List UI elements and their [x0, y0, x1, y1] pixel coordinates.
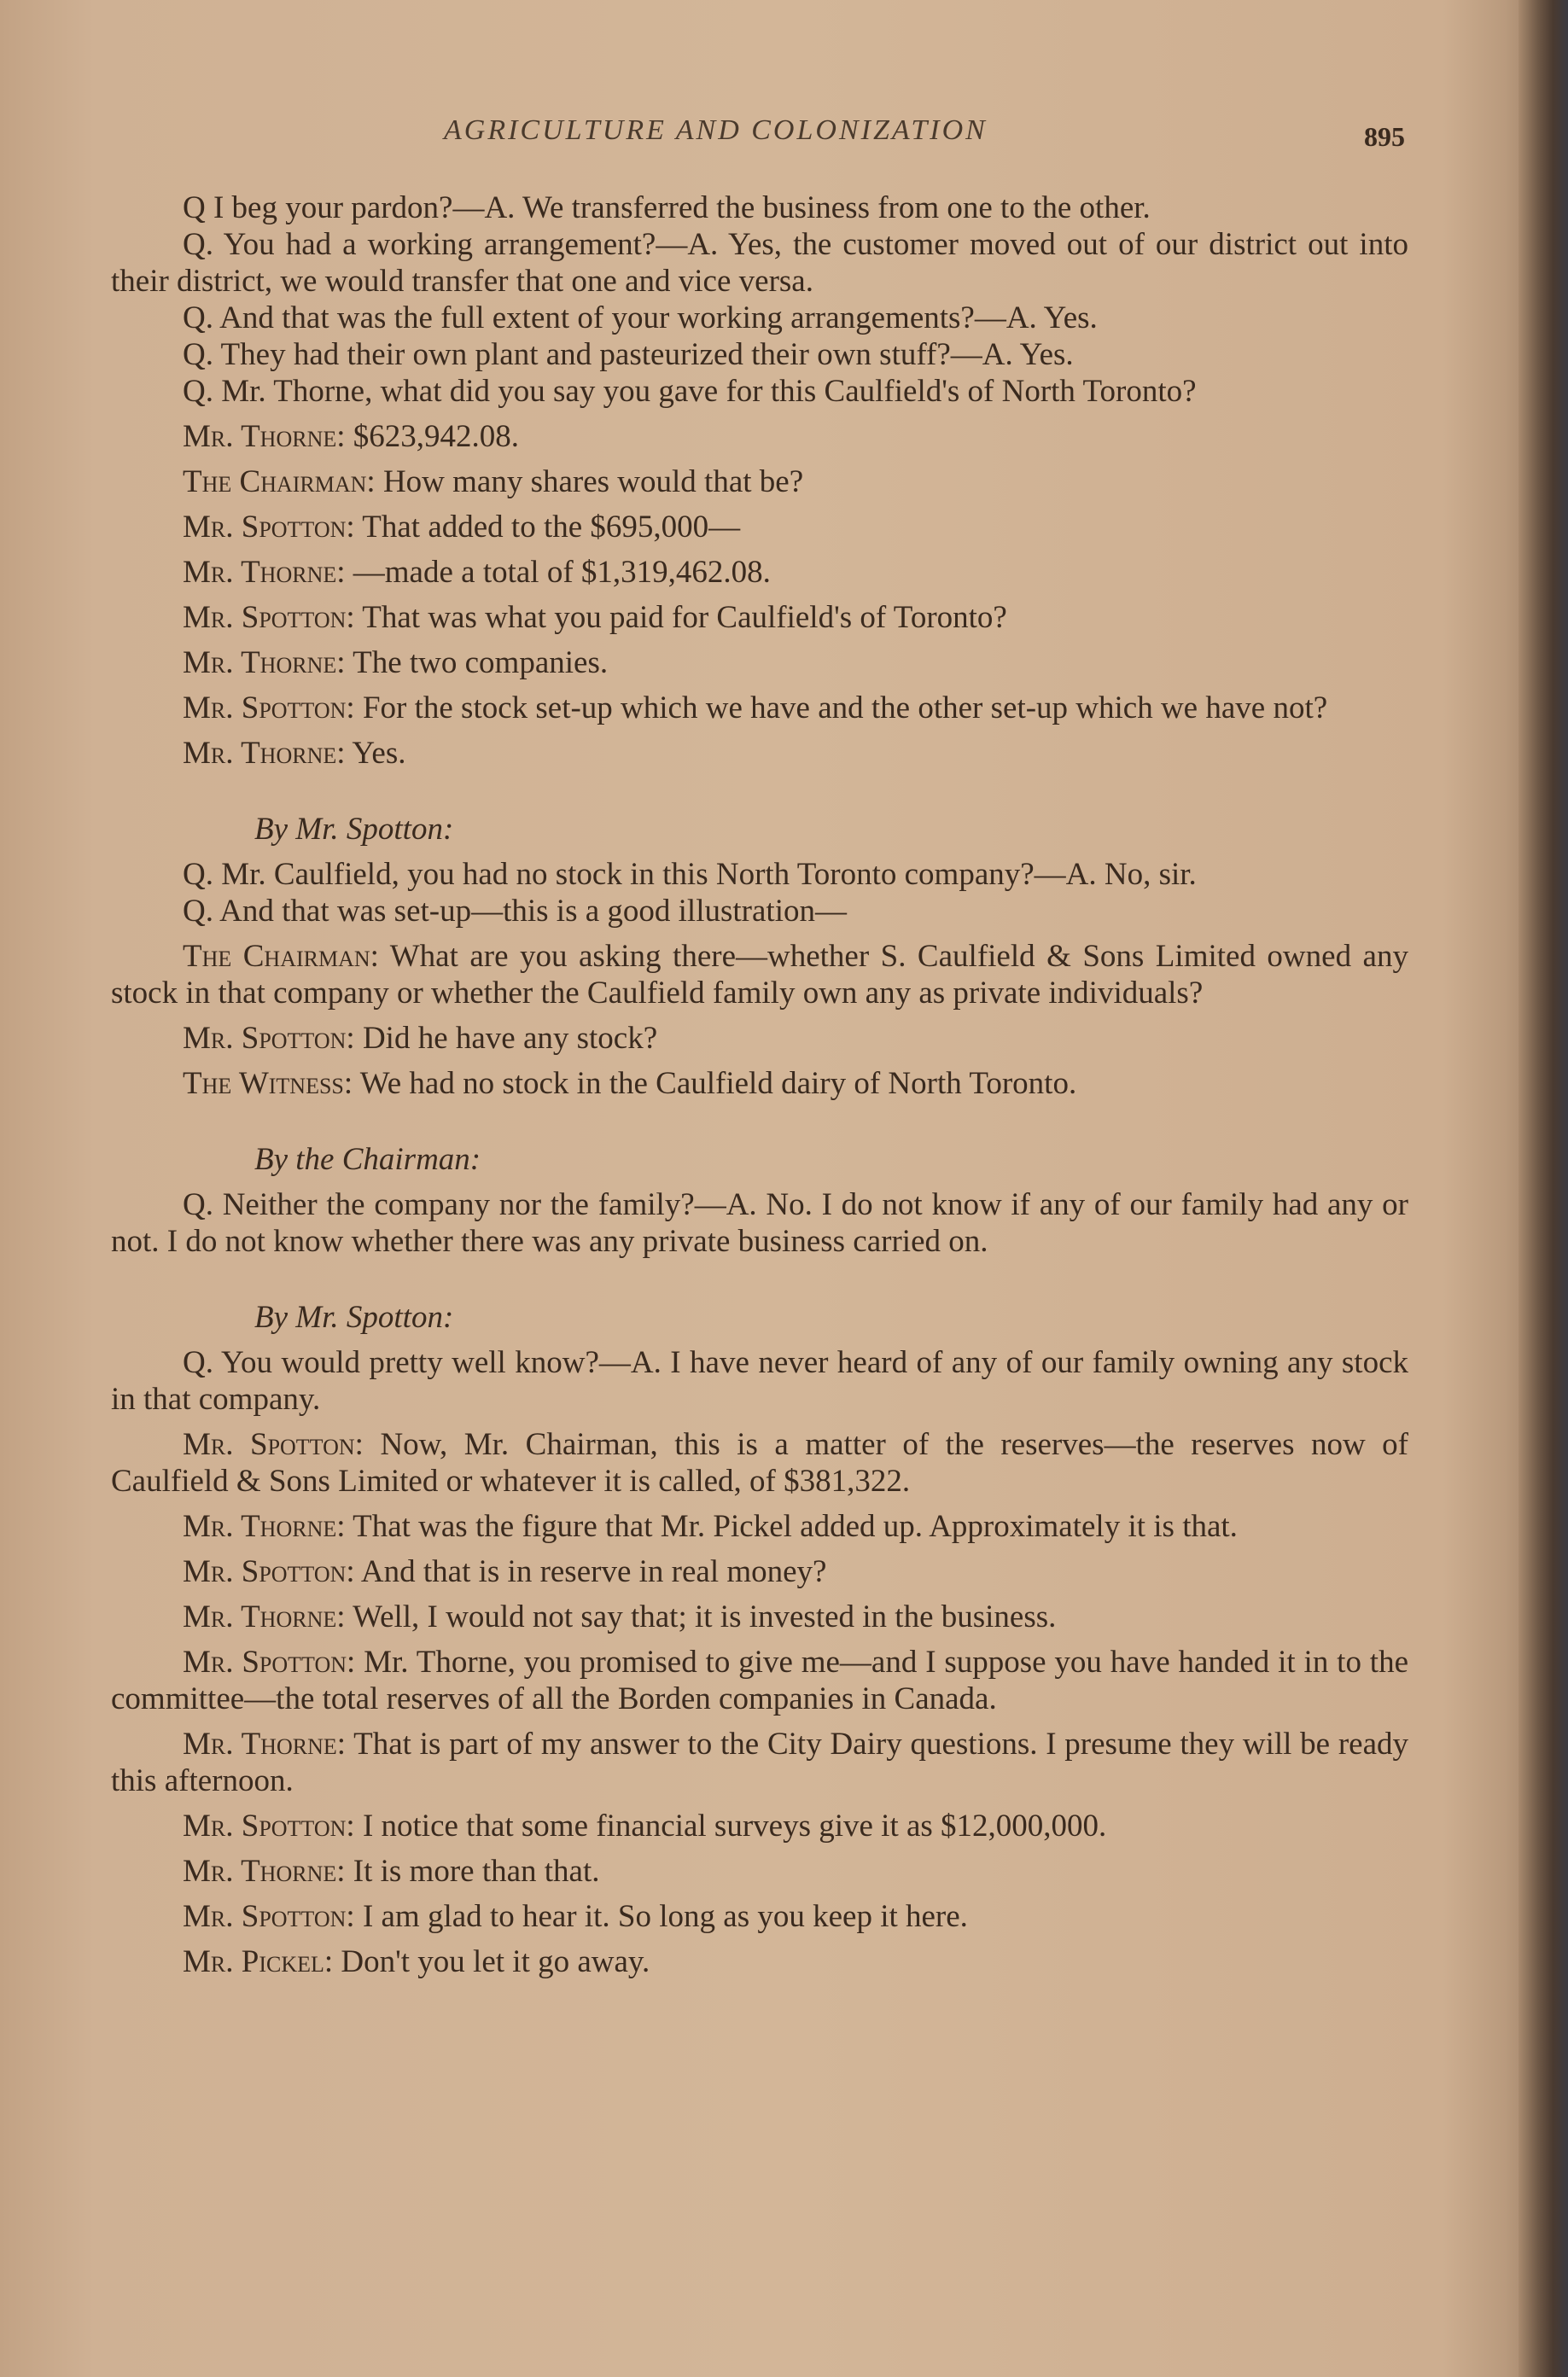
question-paragraph: [111, 856, 1408, 893]
speaker-name: Mr. Spotton:: [183, 690, 355, 725]
speaker-name: Mr. Spotton:: [183, 1899, 355, 1934]
speaker-name: Mr. Spotton:: [183, 1427, 364, 1462]
paragraph-text: Q. They had their own plant and pasteurized their own stuff?—A. Yes.: [183, 337, 1074, 372]
speaker-paragraph: [111, 1644, 1408, 1717]
paragraph-text: That is part of my answer to the City Dairy questions. I presume they will be ready this afternoon.: [111, 1727, 1408, 1798]
speaker-name: Mr. Spotton:: [183, 1645, 356, 1680]
paragraph-text: —made a total of $1,319,462.08.: [353, 555, 771, 590]
paragraph-text: It is more than that.: [353, 1854, 600, 1889]
speaker-name: The Chairman:: [183, 464, 376, 499]
paragraph-text: We had no stock in the Caulfield dairy of North Toronto.: [359, 1066, 1077, 1101]
speaker-name: Mr. Thorne:: [183, 419, 346, 454]
speaker-paragraph: [111, 463, 1408, 500]
speaker-paragraph: [111, 1898, 1408, 1935]
question-paragraph: [111, 336, 1408, 373]
speaker-name: Mr. Thorne:: [183, 555, 346, 590]
question-paragraph: [111, 300, 1408, 336]
speaker-paragraph: [111, 644, 1408, 681]
question-paragraph: [111, 1344, 1408, 1418]
paragraph-text: Q. You would pretty well know?—A. I have never heard of any of our family owning any stock in that company.: [111, 1345, 1408, 1417]
paragraph-text: Q. You had a working arrangement?—A. Yes, the customer moved out of our district out into their district, we would transfer that one and vice versa.: [111, 227, 1408, 299]
paragraph-text: For the stock set-up which we have and the other set-up which we have not?: [362, 690, 1328, 725]
speaker-name: Mr. Thorne:: [183, 645, 346, 680]
speaker-name: Mr. Thorne:: [183, 1854, 346, 1889]
paragraph-text: Well, I would not say that; it is invested in the business.: [353, 1599, 1057, 1634]
speaker-name: Mr. Pickel:: [183, 1944, 334, 1979]
paragraph-text: And that is in reserve in real money?: [360, 1554, 827, 1589]
book-gutter: [1518, 0, 1568, 2377]
speaker-paragraph: [111, 1553, 1408, 1590]
speaker-name: Mr. Spotton:: [183, 510, 355, 545]
page-number: 895: [1364, 121, 1405, 152]
paragraph-text: Q. Mr. Thorne, what did you say you gave for this Caulfield's of North Toronto?: [183, 374, 1197, 409]
speaker-paragraph: [111, 1020, 1408, 1057]
paragraph-text: Yes.: [352, 736, 406, 771]
question-paragraph: [111, 373, 1408, 410]
speaker-paragraph: [111, 418, 1408, 455]
paragraph-text: Q. Mr. Caulfield, you had no stock in this North Toronto company?—A. No, sir.: [183, 857, 1197, 892]
speaker-paragraph: [111, 1853, 1408, 1890]
speaker-name: The Witness:: [183, 1066, 353, 1101]
speaker-paragraph: [111, 690, 1408, 726]
question-paragraph: [111, 226, 1408, 300]
speaker-paragraph: [111, 554, 1408, 591]
speaker-name: Mr. Thorne:: [183, 1599, 346, 1634]
running-head: AGRICULTURE AND COLONIZATION: [444, 114, 988, 146]
speaker-paragraph: [111, 599, 1408, 636]
speaker-paragraph: [111, 1943, 1408, 1980]
speaker-name: Mr. Thorne:: [183, 1509, 346, 1544]
question-paragraph: [111, 189, 1408, 226]
section-heading: By Mr. Spotton:: [254, 812, 454, 847]
paragraph-text: Q I beg your pardon?—A. We transferred the business from one to the other.: [183, 190, 1151, 225]
paragraph-text: That was what you paid for Caulfield's of Toronto?: [362, 600, 1007, 635]
speaker-paragraph: [111, 1599, 1408, 1635]
paragraph-text: Now, Mr. Chairman, this is a matter of the reserves—the reserves now of Caulfield & Sons Limited or whatever it is called, of $381,322.: [111, 1427, 1409, 1499]
speaker-paragraph: [111, 1808, 1408, 1844]
speaker-paragraph: [111, 735, 1408, 772]
paragraph-text: Q. Neither the company nor the family?—A. No. I do not know if any of our family had any or not. I do not know whether there was any private business carried on.: [111, 1187, 1408, 1259]
speaker-name: Mr. Spotton:: [183, 1021, 355, 1056]
transcript-body: [111, 189, 1408, 1980]
paragraph-text: That added to the $695,000—: [362, 510, 741, 545]
paragraph-text: What are you asking there—whether S. Caulfield & Sons Limited owned any stock in that company or whether the Caulfield family own any as private individuals?: [111, 939, 1408, 1011]
speaker-name: Mr. Spotton:: [183, 1809, 355, 1844]
paragraph-text: The two companies.: [353, 645, 609, 680]
paragraph-text: Q. And that was the full extent of your working arrangements?—A. Yes.: [183, 300, 1098, 335]
paragraph-text: $623,942.08.: [353, 419, 520, 454]
question-paragraph: [111, 893, 1408, 929]
speaker-name: Mr. Thorne:: [183, 1727, 347, 1762]
speaker-name: Mr. Thorne:: [183, 736, 346, 771]
speaker-paragraph: [111, 509, 1408, 545]
section-heading: By the Chairman:: [254, 1142, 481, 1177]
paragraph-text: Q. And that was set-up—this is a good illustration—: [183, 894, 847, 929]
speaker-paragraph: [111, 1508, 1408, 1545]
section-heading: By Mr. Spotton:: [254, 1300, 454, 1335]
paragraph-text: That was the figure that Mr. Pickel added up. Approximately it is that.: [353, 1509, 1238, 1544]
speaker-name: The Chairman:: [183, 939, 379, 974]
speaker-name: Mr. Spotton:: [183, 1554, 355, 1589]
question-paragraph: [111, 1186, 1408, 1260]
speaker-paragraph: [111, 1726, 1408, 1799]
speaker-paragraph: [111, 938, 1408, 1011]
paragraph-text: Did he have any stock?: [362, 1021, 658, 1056]
speaker-paragraph: [111, 1426, 1408, 1500]
paragraph-text: Mr. Thorne, you promised to give me—and I suppose you have handed it in to the committee—the total reserves of all the Borden companies in Canada.: [111, 1645, 1408, 1716]
speaker-paragraph: [111, 1065, 1408, 1102]
speaker-name: Mr. Spotton:: [183, 600, 355, 635]
paragraph-text: I am glad to hear it. So long as you keep it here.: [362, 1899, 968, 1934]
paragraph-text: How many shares would that be?: [382, 464, 804, 499]
paragraph-text: Don't you let it go away.: [341, 1944, 650, 1979]
paragraph-text: I notice that some financial surveys give it as $12,000,000.: [362, 1809, 1107, 1844]
